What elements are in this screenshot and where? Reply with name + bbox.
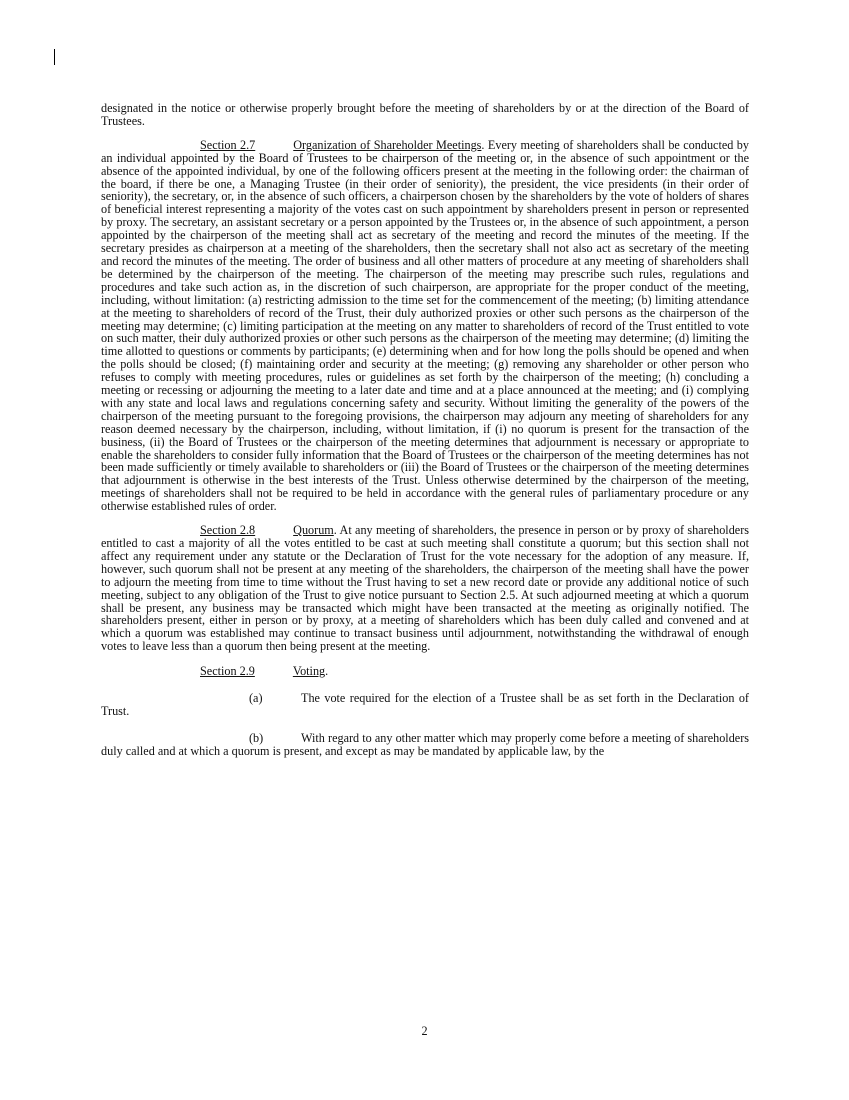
section-2-7-body: . Every meeting of shareholders shall be conducted by an individual appointed by the Board of Trustees to be chairperson of the meeting or, in the absence of such appointment or the absence of the appointed individual, by one of the following officers present at the meeting in the following order: the chairman of the board, if there be one, a Managing Trustee (in their order of seniority), the president, the vice presidents (in their order of seniority), the secretary, or, in the absence of such officers, a chairperson chosen by the shareholders by the vote of holders of shares of beneficial interest representing a majority of the votes cast on such appointment by shareholders present in person or represented by proxy. The secretary, an assistant secretary or a person appointed by the Trustees or, in the absence of such appointment, a person appointed by the chairperson of the meeting shall act as secretary of the meeting and record the minutes of the meeting. If the secretary presides as chairperson at a meeting of the shareholders, then the secretary shall not also act as secretary of the meeting and record the minutes of the meeting. The order of business and all other matters of procedure at any meeting of shareholders shall be determined by the chairperson of the meeting. The chairperson of the meeting may prescribe such rules, regulations and procedures and take such action as, in the discretion of such chairperson, are appropriate for the proper conduct of the meeting, including, without limitation: (a) restricting admission to the time set for the commencement of the meeting; (b) limiting attendance at the meeting to shareholders of record of the Trust, their duly authorized proxies or other such persons as the chairperson of the meeting may determine; (c) limiting participation at the meeting on any matter to shareholders of record of the Trust entitled to vote on such matter, their duly authorized proxies or other such persons as the chairperson of the meeting may determine; (d) limiting the time allotted to questions or comments by participants; (e) determining when and for how long the polls should be opened and when the polls should be closed; (f) maintaining order and security at the meeting; (g) removing any shareholder or other person who refuses to comply with meeting procedures, rules or guidelines as set forth by the chairperson of the meeting; (h) concluding a meeting or recessing or adjourning the meeting to a later date and time and at a place announced at the meeting; and (i) complying with any state and local laws and regulations concerning safety and security. Without limiting the generality of the powers of the chairperson of the meeting pursuant to the foregoing provisions, the chairperson may adjourn any meeting of shareholders for any reason deemed necessary by the chairperson, including, without limitation, if (i) no quorum is present for the transaction of the business, (ii) the Board of Trustees or the chairperson of the meeting determines that adjournment is necessary or appropriate to enable the shareholders to consider fully information that the Board of Trustees or the chairperson of the meeting determines has not been made sufficiently or timely available to shareholders or (iii) the Board of Trustees or the chairperson of the meeting determines that adjournment is otherwise in the best interests of the Trust. Unless otherwise determined by the chairperson of the meeting, meetings of shareholders shall not be required to be held in accordance with the general rules of parliamentary procedure or any otherwise established rules of order. [101,137,749,514]
section-2-9-title: Voting [292,664,326,679]
section-2-9-period: . [325,664,329,679]
section-2-8-title: Quorum [293,523,334,538]
subsection-a [101,692,749,718]
section-2-7-title: Organization of Shareholder Meetings [293,137,482,152]
section-2-8-body: . At any meeting of shareholders, the presence in person or by proxy of shareholders entitled to cast a majority of all the votes entitled to be cast at such meeting shall constitute a quorum; but this section shall not affect any requirement under any statute or the Declaration of Trust for the vote necessary for the adoption of any measure. If, however, such quorum shall not be present at any meeting of the shareholders, the chairperson of the meeting shall have the power to adjourn the meeting from time to time without the Trust having to set a new record date or provide any additional notice of such meeting, subject to any obligation of the Trust to give notice pursuant to Section 2.5. At such adjourned meeting at which a quorum shall be present, any business may be transacted which might have been transacted at the meeting as originally notified. The shareholders present, either in person or by proxy, at a meeting of shareholders which has been duly called and convened and at which a quorum was established may continue to transact business until adjournment, notwithstanding the withdrawal of enough votes to leave less than a quorum then being present at the meeting. [101,523,749,654]
section-2-7-number: Section 2.7 [200,137,256,152]
section-2-7-paragraph [101,139,749,513]
subsection-a-body: The vote required for the election of a Trustee shall be as set forth in the Declaration of Trust. [101,691,749,718]
text-cursor [54,49,55,65]
page-number: 2 [421,1024,428,1038]
subsection-b-body: With regard to any other matter which may properly come before a meeting of shareholders duly called and at which a quorum is present, and except as may be mandated by applicable law, by the [101,730,749,758]
subsection-a-label: (a) [249,691,263,706]
section-2-8-paragraph [101,524,749,653]
subsection-b [101,732,749,758]
section-2-9-number: Section 2.9 [200,664,255,679]
document-body [101,102,749,758]
section-2-8-number: Section 2.8 [200,523,256,538]
subsection-b-label: (b) [249,730,264,745]
section-2-9-heading [101,665,749,678]
continued-paragraph: designated in the notice or otherwise properly brought before the meeting of shareholders by or at the direction of the Board of Trustees. [101,101,749,128]
